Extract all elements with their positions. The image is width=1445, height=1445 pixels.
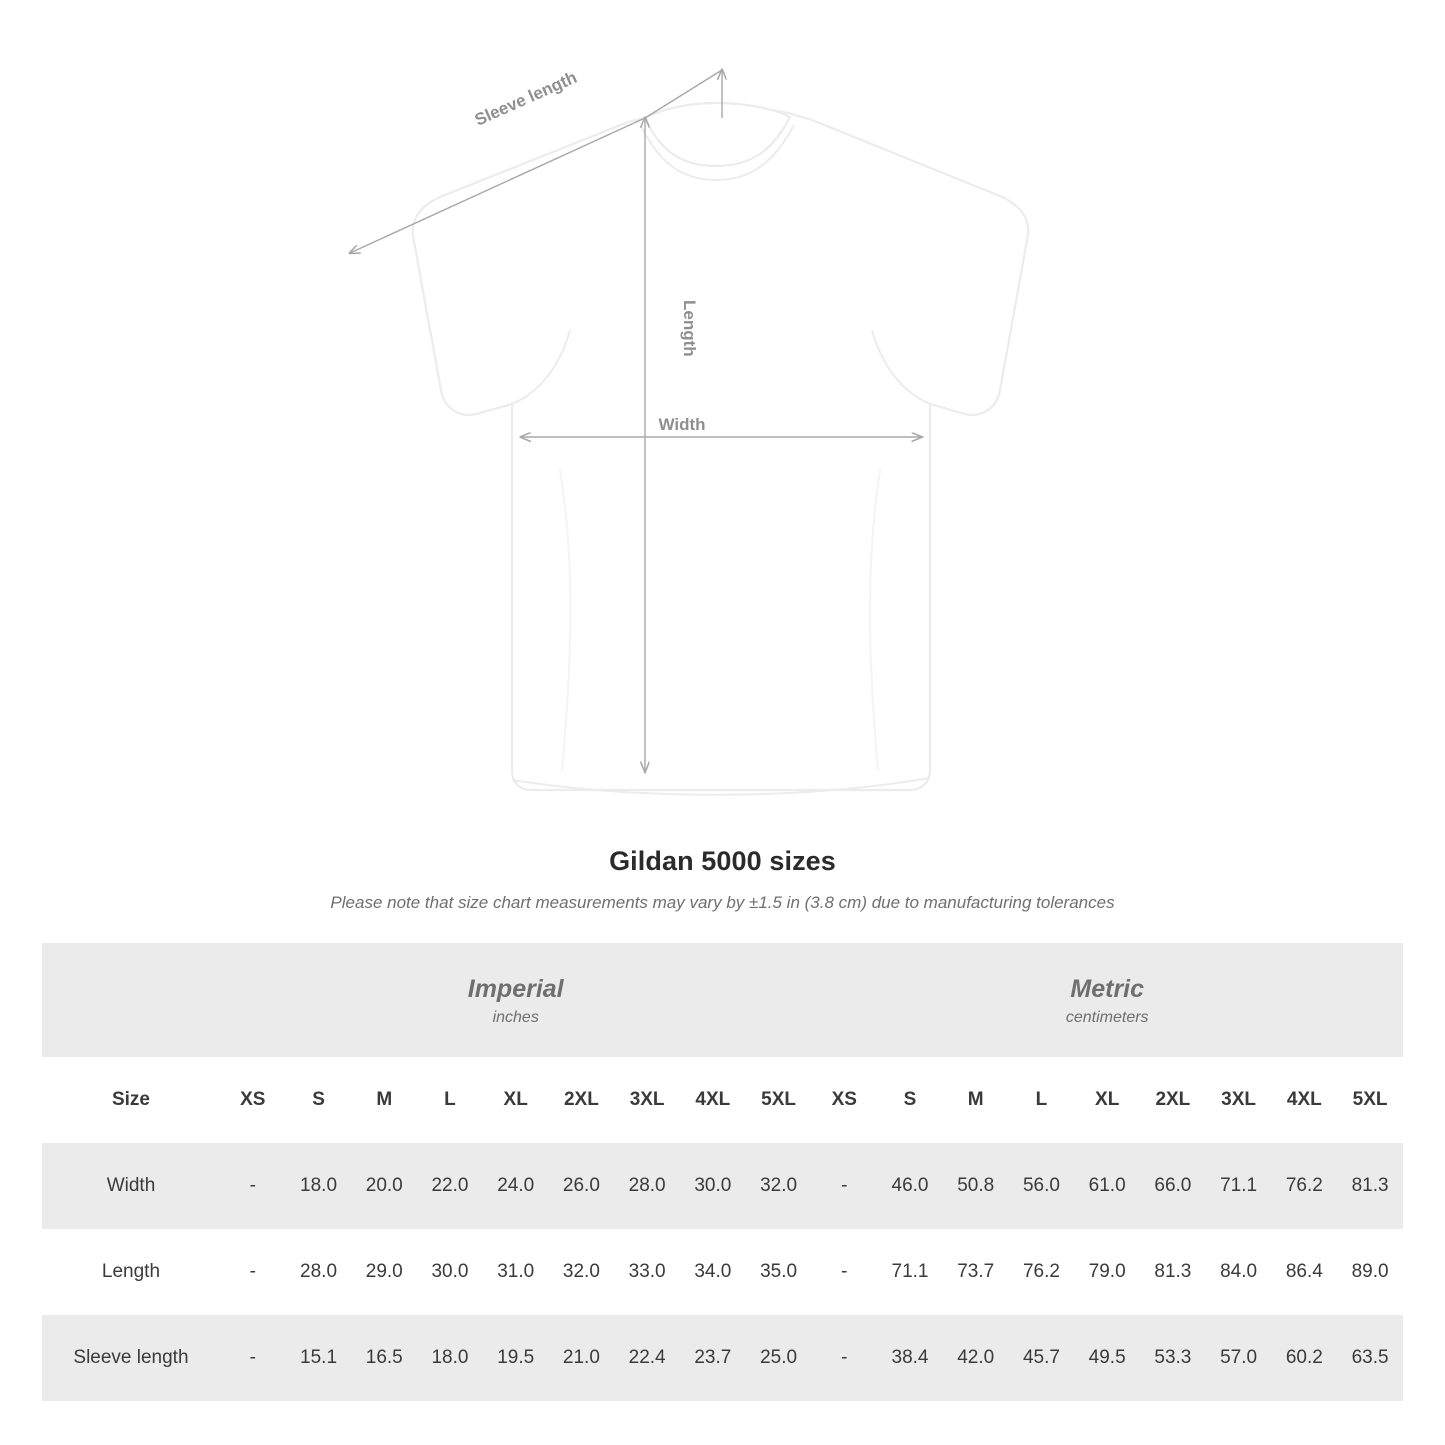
cell-sleeve-imperial-3xl: 22.4: [614, 1315, 680, 1401]
table-row: [42, 1229, 1403, 1315]
cell-width-metric-xl: 61.0: [1074, 1143, 1140, 1229]
cell-sleeve-imperial-2xl: 21.0: [549, 1315, 615, 1401]
cell-length-metric-2xl: 81.3: [1140, 1229, 1206, 1315]
cell-sleeve-imperial-4xl: 23.7: [680, 1315, 746, 1401]
cell-length-metric-xl: 79.0: [1074, 1229, 1140, 1315]
cell-sleeve-imperial-xs: -: [220, 1315, 286, 1401]
cell-sleeve-imperial-l: 18.0: [417, 1315, 483, 1401]
page-title: Gildan 5000 sizes: [609, 846, 836, 876]
cell-width-imperial-s: 18.0: [286, 1143, 352, 1229]
cell-length-imperial-xs: -: [220, 1229, 286, 1315]
cell-length-metric-4xl: 86.4: [1271, 1229, 1337, 1315]
row-label-length: Length: [42, 1229, 220, 1315]
cell-width-metric-m: 50.8: [943, 1143, 1009, 1229]
row-label-sleeve-length: Sleeve length: [42, 1315, 220, 1401]
unit-header-metric: [811, 943, 1403, 1057]
cell-width-metric-4xl: 76.2: [1271, 1143, 1337, 1229]
unit-header-imperial: [220, 943, 811, 1057]
cell-width-imperial-3xl: 28.0: [614, 1143, 680, 1229]
cell-sleeve-imperial-m: 16.5: [351, 1315, 417, 1401]
size-col-imperial-5xl: 5XL: [746, 1057, 812, 1143]
cell-length-imperial-xl: 31.0: [483, 1229, 549, 1315]
size-header-row: [42, 1057, 1403, 1143]
size-col-imperial-l: L: [417, 1057, 483, 1143]
cell-sleeve-metric-xl: 49.5: [1074, 1315, 1140, 1401]
cell-width-imperial-m: 20.0: [351, 1143, 417, 1229]
unit-header-blank: [42, 943, 220, 1057]
length-label: Length: [680, 300, 699, 357]
cell-length-metric-l: 76.2: [1009, 1229, 1075, 1315]
cell-length-metric-3xl: 84.0: [1206, 1229, 1272, 1315]
cell-width-imperial-xl: 24.0: [483, 1143, 549, 1229]
table-row: [42, 1315, 1403, 1401]
unit-name-metric: Metric: [1070, 974, 1145, 1003]
cell-width-metric-3xl: 71.1: [1206, 1143, 1272, 1229]
size-col-imperial-xs: XS: [220, 1057, 286, 1143]
size-col-imperial-2xl: 2XL: [549, 1057, 615, 1143]
size-col-metric-3xl: 3XL: [1206, 1057, 1272, 1143]
cell-width-metric-2xl: 66.0: [1140, 1143, 1206, 1229]
tshirt-shape: [413, 103, 1029, 795]
cell-width-metric-xs: -: [811, 1143, 877, 1229]
unit-name-imperial: Imperial: [467, 974, 564, 1003]
size-col-metric-4xl: 4XL: [1271, 1057, 1337, 1143]
cell-length-imperial-l: 30.0: [417, 1229, 483, 1315]
cell-length-imperial-5xl: 35.0: [746, 1229, 812, 1315]
cell-length-imperial-3xl: 33.0: [614, 1229, 680, 1315]
size-col-imperial-4xl: 4XL: [680, 1057, 746, 1143]
size-col-imperial-m: M: [351, 1057, 417, 1143]
size-col-metric-l: L: [1009, 1057, 1075, 1143]
cell-width-imperial-l: 22.0: [417, 1143, 483, 1229]
width-label: Width: [658, 415, 706, 434]
table-row: [42, 1143, 1403, 1229]
cell-width-imperial-5xl: 32.0: [746, 1143, 812, 1229]
cell-width-metric-5xl: 81.3: [1337, 1143, 1403, 1229]
title-block: [0, 846, 1445, 913]
size-col-imperial-xl: XL: [483, 1057, 549, 1143]
cell-sleeve-metric-3xl: 57.0: [1206, 1315, 1272, 1401]
cell-sleeve-imperial-s: 15.1: [286, 1315, 352, 1401]
size-col-metric-2xl: 2XL: [1140, 1057, 1206, 1143]
cell-width-imperial-2xl: 26.0: [549, 1143, 615, 1229]
cell-length-metric-xs: -: [811, 1229, 877, 1315]
cell-sleeve-metric-m: 42.0: [943, 1315, 1009, 1401]
cell-length-metric-5xl: 89.0: [1337, 1229, 1403, 1315]
tolerance-note: Please note that size chart measurements may vary by ±1.5 in (3.8 cm) due to manufacturing tolerances: [330, 893, 1115, 912]
cell-width-metric-s: 46.0: [877, 1143, 943, 1229]
cell-length-imperial-2xl: 32.0: [549, 1229, 615, 1315]
size-col-metric-xl: XL: [1074, 1057, 1140, 1143]
size-table-wrapper: [42, 943, 1403, 1401]
cell-length-metric-s: 71.1: [877, 1229, 943, 1315]
cell-sleeve-metric-2xl: 53.3: [1140, 1315, 1206, 1401]
size-table: [42, 943, 1403, 1401]
size-col-metric-s: S: [877, 1057, 943, 1143]
cell-length-imperial-m: 29.0: [351, 1229, 417, 1315]
cell-sleeve-metric-s: 38.4: [877, 1315, 943, 1401]
cell-sleeve-imperial-5xl: 25.0: [746, 1315, 812, 1401]
size-col-metric-xs: XS: [811, 1057, 877, 1143]
cell-width-imperial-xs: -: [220, 1143, 286, 1229]
cell-sleeve-metric-5xl: 63.5: [1337, 1315, 1403, 1401]
cell-sleeve-metric-4xl: 60.2: [1271, 1315, 1337, 1401]
cell-length-imperial-s: 28.0: [286, 1229, 352, 1315]
sleeve-length-label: Sleeve length: [471, 67, 580, 130]
cell-length-metric-m: 73.7: [943, 1229, 1009, 1315]
size-col-metric-5xl: 5XL: [1337, 1057, 1403, 1143]
size-col-metric-m: M: [943, 1057, 1009, 1143]
unit-sub-imperial: inches: [492, 1009, 539, 1027]
cell-sleeve-metric-l: 45.7: [1009, 1315, 1075, 1401]
cell-length-imperial-4xl: 34.0: [680, 1229, 746, 1315]
size-col-imperial-s: S: [286, 1057, 352, 1143]
unit-sub-metric: centimeters: [1065, 1009, 1149, 1027]
size-col-imperial-3xl: 3XL: [614, 1057, 680, 1143]
size-header-label: Size: [42, 1057, 220, 1143]
cell-sleeve-imperial-xl: 19.5: [483, 1315, 549, 1401]
cell-width-metric-l: 56.0: [1009, 1143, 1075, 1229]
row-label-width: Width: [42, 1143, 220, 1229]
cell-sleeve-metric-xs: -: [811, 1315, 877, 1401]
cell-width-imperial-4xl: 30.0: [680, 1143, 746, 1229]
unit-header-row: [42, 943, 1403, 1057]
